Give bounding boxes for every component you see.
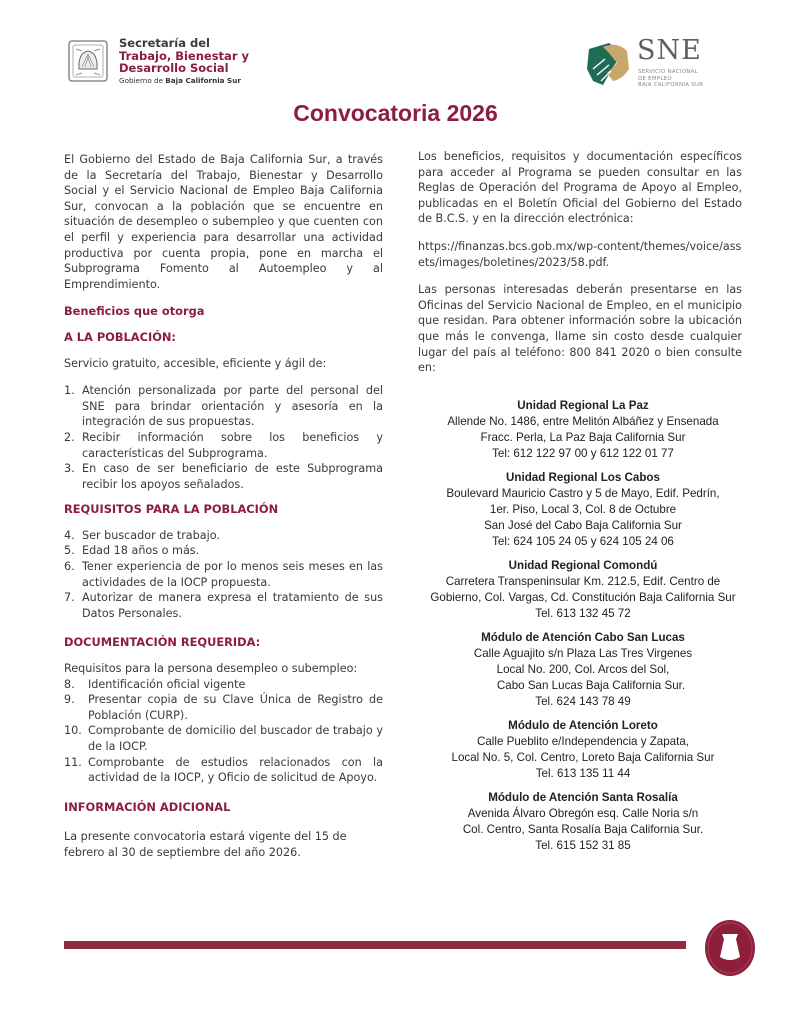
list-item-number: 5.: [64, 544, 75, 558]
list-item-number: 2.: [64, 430, 75, 444]
office-la-paz: [428, 398, 738, 462]
list-item-number: 6.: [64, 560, 75, 574]
list-item-number: 11.: [64, 755, 82, 769]
office-address-line: Fracc. Perla, La Paz Baja California Sur: [480, 431, 686, 444]
office-phone: Tel: 624 105 24 05 y 624 105 24 06: [492, 535, 674, 548]
office-name: Unidad Regional Comondú: [508, 559, 658, 572]
office-address-line: 1er. Piso, Local 3, Col. 8 de Octubre: [489, 503, 677, 516]
office-santa-rosalia: [428, 790, 738, 854]
rules-paragraph: Los beneficios, requisitos y documentación específicos para acceder al Programa se pueden consultar en las Reglas de Operación del Programa de Apoyo al Empleo, publicadas en el Boletín Oficial del Gobierno del Estado de B.C.S. y en la dirección electrónica:: [418, 150, 742, 226]
logo-line-1: Secretaría del: [119, 36, 210, 50]
office-list: [428, 398, 738, 862]
additional-info-text: La presente convocatoria estará vigente del 15 de febrero al 30 de septiembre del año 2026.: [64, 830, 347, 859]
office-phone: Tel. 624 143 78 49: [535, 695, 631, 708]
sne-sub-line-3: BAJA CALIFORNIA SUR: [638, 82, 704, 88]
list-item-text: Recibir información sobre los beneficios y características del Subprograma.: [82, 430, 383, 460]
list-item: [64, 383, 383, 430]
logo-line-4-bold: Baja California Sur: [165, 75, 241, 85]
documentation-heading: DOCUMENTACIÓN REQUERIDA:: [64, 635, 261, 650]
office-address-line: Allende No. 1486, entre Melitón Albáñez y Ensenada: [447, 415, 719, 428]
documentation-intro: Requisitos para la persona desempleo o subempleo:: [64, 662, 358, 676]
office-address-line: Cabo San Lucas Baja California Sur.: [496, 679, 686, 692]
list-item: [64, 528, 383, 544]
rules-url-link[interactable]: https://finanzas.bcs.gob.mx/wp-content/themes/voice/assets/images/boletines/2023/58.pdf.: [418, 239, 742, 269]
office-address-line: Calle Pueblito e/Independencia y Zapata,: [476, 735, 690, 748]
sne-title: SNE: [637, 35, 702, 66]
office-name: Módulo de Atención Santa Rosalía: [488, 791, 678, 804]
office-address-line: Carretera Transpeninsular Km. 212.5, Edif. Centro de: [445, 575, 721, 588]
list-item: [64, 543, 383, 559]
list-item: [64, 461, 383, 492]
logo-line-4: [119, 75, 249, 88]
sne-subtitle: [638, 69, 703, 89]
government-logo: [64, 37, 284, 87]
list-item-number: 1.: [64, 384, 75, 398]
office-phone: Tel: 612 122 97 00 y 612 122 01 77: [492, 447, 674, 460]
government-logo-text: [119, 37, 249, 87]
logo-line-3: Desarrollo Social: [119, 61, 229, 75]
office-phone: Tel. 615 152 31 85: [535, 839, 631, 852]
office-address-line: Col. Centro, Santa Rosalía Baja California Sur.: [462, 823, 704, 836]
office-comondu: [428, 558, 738, 622]
list-item-number: 8.: [64, 677, 75, 691]
documentation-list: [64, 677, 383, 786]
office-cabo-san-lucas: [428, 630, 738, 710]
list-item-number: 7.: [64, 591, 75, 605]
logo-line-4-prefix: Gobierno de: [119, 75, 166, 85]
requirements-heading: REQUISITOS PARA LA POBLACIÓN: [64, 502, 279, 517]
state-seal-icon: [703, 919, 757, 977]
list-item: [64, 430, 383, 461]
list-item-text: Edad 18 años o más.: [82, 544, 200, 558]
office-address-line: Calle Aguajito s/n Plaza Las Tres Virgenes: [473, 647, 693, 660]
list-item-text: Ser buscador de trabajo.: [82, 528, 220, 542]
list-item: [64, 559, 383, 590]
list-item-number: 9.: [64, 693, 75, 707]
list-item-text: Atención personalizada por parte del personal del SNE para brindar orientación y asesoría en la integración de sus propuestas.: [82, 384, 383, 429]
benefits-list: [64, 383, 383, 492]
logo-line-2: Trabajo, Bienestar y: [119, 48, 249, 63]
sne-sub-line-2: DE EMPLEO: [638, 75, 672, 82]
office-address-line: Boulevard Mauricio Castro y 5 de Mayo, Edif. Pedrín,: [446, 487, 720, 500]
intro-paragraph: El Gobierno del Estado de Baja California Sur, a través de la Secretaría del Trabajo, Bienestar y Desarrollo Social y el Servicio Nacional de Empleo Baja California Sur, convocan a la población que se encuentre en situación de desempleo o subempleo y que cuenten con el perfil y experiencia para desarrollar una actividad productiva por cuenta propia, pone en marcha el Subprograma Fomento al Autoempleo y al Emprendimiento.: [64, 153, 383, 291]
sne-sub-line-1: SERVICIO NACIONAL: [638, 69, 698, 75]
left-column: [64, 152, 383, 873]
state-shield-icon: [66, 39, 110, 83]
list-item-text: Presentar copia de su Clave Única de Registro de Población (CURP).: [88, 693, 383, 722]
office-phone: Tel. 613 135 11 44: [535, 767, 631, 780]
benefits-heading: Beneficios que otorga: [64, 304, 205, 319]
list-item: [64, 590, 383, 621]
office-loreto: [428, 718, 738, 782]
sne-logo: [583, 35, 733, 97]
office-name: Unidad Regional La Paz: [517, 399, 649, 412]
office-address-line: Avenida Álvaro Obregón esq. Calle Noria s/n: [467, 807, 699, 820]
list-item-text: Identificación oficial vigente: [88, 677, 246, 691]
office-address-line: Local No. 200, Col. Arcos del Sol,: [496, 663, 670, 676]
contact-paragraph: Las personas interesadas deberán presentarse en las Oficinas del Servicio Nacional de Empleo, en el municipio que residan. Para obtener información sobre la ubicación que más le convenga, llame sin costo desde cualquier lugar del país al teléfono: 800 841 2020 o bien consulte en:: [418, 283, 742, 375]
handshake-icon: [583, 39, 631, 91]
list-item-text: Comprobante de estudios relacionados con la actividad de la IOCP, y Oficio de solicitud de Apoyo.: [88, 755, 383, 785]
list-item: [64, 692, 383, 723]
list-item-number: 3.: [64, 462, 75, 476]
office-address-line: Gobierno, Col. Vargas, Cd. Constitución Baja California Sur: [430, 591, 736, 604]
right-column: [418, 149, 742, 388]
office-los-cabos: [428, 470, 738, 550]
additional-info-heading: INFORMACIÓN ADICIONAL: [64, 799, 231, 814]
list-item: [64, 723, 383, 754]
service-text: Servicio gratuito, accesible, eficiente y ágil de:: [64, 356, 327, 370]
office-name: Módulo de Atención Loreto: [508, 719, 658, 732]
office-address-line: San José del Cabo Baja California Sur: [484, 519, 682, 532]
list-item-text: Comprobante de domicilio del buscador de trabajo y de la IOCP.: [88, 724, 383, 753]
list-item-text: Tener experiencia de por lo menos seis meses en las actividades de la IOCP propuesta.: [82, 560, 383, 589]
list-item-number: 4.: [64, 528, 75, 542]
footer-divider: [64, 941, 686, 949]
population-heading: A LA POBLACIÓN:: [64, 329, 176, 344]
office-name: Módulo de Atención Cabo San Lucas: [481, 631, 685, 644]
page-title: Convocatoria 2026: [293, 100, 498, 126]
office-name: Unidad Regional Los Cabos: [506, 471, 660, 484]
office-address-line: Local No. 5, Col. Centro, Loreto Baja California Sur: [451, 751, 715, 764]
requirements-list: [64, 528, 383, 622]
office-phone: Tel. 613 132 45 72: [535, 607, 631, 620]
list-item-text: En caso de ser beneficiario de este Subprograma recibir los apoyos señalados.: [82, 462, 383, 491]
list-item: [64, 677, 383, 693]
list-item-number: 10.: [64, 724, 82, 738]
list-item-text: Autorizar de manera expresa el tratamiento de sus Datos Personales.: [82, 591, 383, 620]
list-item: [64, 755, 383, 786]
